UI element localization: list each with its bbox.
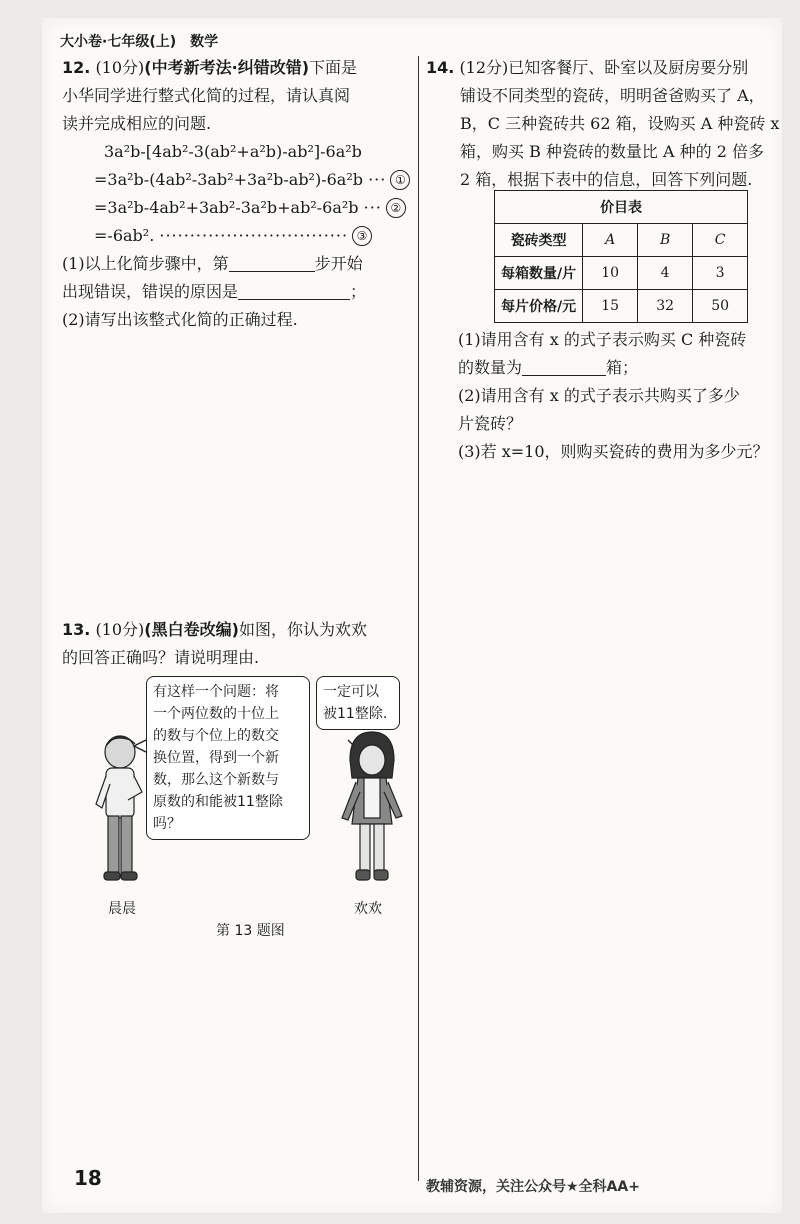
- question-text: 读并完成相应的问题.: [62, 114, 212, 133]
- table-cell: 15: [583, 290, 638, 323]
- page-number: 18: [74, 1166, 102, 1190]
- sub-question-text: 出现错误，错误的原因是: [62, 282, 239, 301]
- question-text: 如图，你认为欢欢: [238, 620, 367, 639]
- question-14: [426, 54, 779, 194]
- table-cell: B: [638, 224, 693, 257]
- table-caption: 价目表: [495, 191, 748, 224]
- sub-question-2: (2)请写出该整式化简的正确过程.: [62, 310, 298, 329]
- bubble-tail-left: [134, 740, 146, 752]
- bubble-text: 一个两位数的十位上: [153, 706, 279, 722]
- math-step-text: =3a²b-(4ab²-3ab²+3a²b-ab²)-6a²b: [94, 170, 363, 189]
- table-cell: 每片价格/元: [495, 290, 583, 323]
- question-13: [62, 616, 367, 672]
- boy-character-icon: [96, 736, 142, 880]
- bubble-text: 有这样一个问题：将: [153, 684, 279, 700]
- answer-blank[interactable]: [522, 357, 606, 376]
- sub-question-3: (3)若 x=10，则购买瓷砖的费用为多少元？: [458, 442, 769, 461]
- question-12: [62, 54, 410, 334]
- step-marker: ①: [390, 170, 410, 190]
- question-text: 铺设不同类型的瓷砖，明明爸爸购买了 A，: [460, 86, 765, 105]
- question-number: 14.: [426, 58, 455, 77]
- table-row: [495, 290, 748, 323]
- page-header: 大小卷·七年级(上) 数学: [60, 34, 219, 50]
- bubble-text: 的数与个位上的数交: [153, 728, 279, 744]
- question-tag: (中考新考法·纠错改错): [144, 58, 310, 77]
- sub-question-text: 箱；: [606, 358, 639, 377]
- question-score: (12分): [459, 58, 509, 77]
- sub-question-1: (1)请用含有 x 的式子表示购买 C 种瓷砖: [458, 330, 747, 349]
- table-cell: 50: [693, 290, 748, 323]
- bubble-text: 原数的和能被11整除: [153, 794, 283, 810]
- character-name-left: 晨晨: [108, 901, 136, 917]
- answer-blank[interactable]: [229, 253, 315, 272]
- question-score: (10分): [95, 620, 145, 639]
- table-cell: 4: [638, 257, 693, 290]
- question-tag: (黑白卷改编): [144, 620, 239, 639]
- sub-question-1: (1)以上化简步骤中，第: [62, 254, 229, 273]
- question-text: 小华同学进行整式化简的过程，请认真阅: [62, 86, 351, 105]
- girl-character-icon: [342, 732, 402, 880]
- table-cell: C: [693, 224, 748, 257]
- math-step: =-6ab². ······························· ③: [62, 222, 410, 250]
- sub-question-text: 片瓷砖？: [458, 414, 523, 433]
- bubble-text: 被11整除.: [323, 706, 388, 722]
- bubble-text: 数，那么这个新数与: [153, 772, 279, 788]
- question-text: 的回答正确吗？请说明理由.: [62, 648, 260, 667]
- table-cell: 10: [583, 257, 638, 290]
- answer-blank[interactable]: [238, 281, 350, 300]
- table-row: [495, 224, 748, 257]
- figure-illustration: [80, 720, 420, 900]
- step-marker: ③: [352, 226, 372, 246]
- question-text: 下面是: [309, 58, 358, 77]
- question-text: 已知客餐厅、卧室以及厨房要分别: [508, 58, 749, 77]
- table-cell: 每箱数量/片: [495, 257, 583, 290]
- bubble-text: 一定可以: [323, 684, 379, 700]
- sub-question-text: ；: [350, 282, 367, 301]
- sub-question-text: 的数量为: [458, 358, 523, 377]
- footer-text: 教辅资源，关注公众号★全科AA+: [426, 1179, 640, 1195]
- question-text: B，C 三种瓷砖共 62 箱，设购买 A 种瓷砖 x: [460, 114, 780, 133]
- table-cell: 32: [638, 290, 693, 323]
- step-marker: ②: [386, 198, 406, 218]
- column-divider: [418, 56, 419, 1181]
- price-table: [494, 190, 748, 323]
- question-number: 13.: [62, 620, 91, 639]
- bubble-text: 换位置，得到一个新: [153, 750, 279, 766]
- math-step: =3a²b-(4ab²-3ab²+3a²b-ab²)-6a²b ··· ①: [62, 166, 410, 194]
- table-cell: 瓷砖类型: [495, 224, 583, 257]
- math-step: =3a²b-4ab²+3ab²-3a²b+ab²-6a²b ··· ②: [62, 194, 410, 222]
- table-cell: A: [583, 224, 638, 257]
- question-text: 2 箱，根据下表中的信息，回答下列问题.: [460, 170, 753, 189]
- question-text: 箱，购买 B 种瓷砖的数量比 A 种的 2 倍多: [460, 142, 765, 161]
- figure-caption: 第 13 题图: [216, 923, 285, 939]
- math-expression: 3a²b-[4ab²-3(ab²+a²b)-ab²]-6a²b: [104, 142, 362, 161]
- sub-question-text: 步开始: [314, 254, 363, 273]
- bubble-text: 吗？: [153, 816, 181, 832]
- question-14-parts: [458, 326, 769, 466]
- table-row: [495, 257, 748, 290]
- table-cell: 3: [693, 257, 748, 290]
- question-score: (10分): [95, 58, 145, 77]
- question-number: 12.: [62, 58, 91, 77]
- math-step-text: =3a²b-4ab²+3ab²-3a²b+ab²-6a²b: [94, 198, 359, 217]
- character-name-right: 欢欢: [354, 901, 382, 917]
- math-step-text: =-6ab².: [94, 226, 155, 245]
- sub-question-2: (2)请用含有 x 的式子表示共购买了多少: [458, 386, 740, 405]
